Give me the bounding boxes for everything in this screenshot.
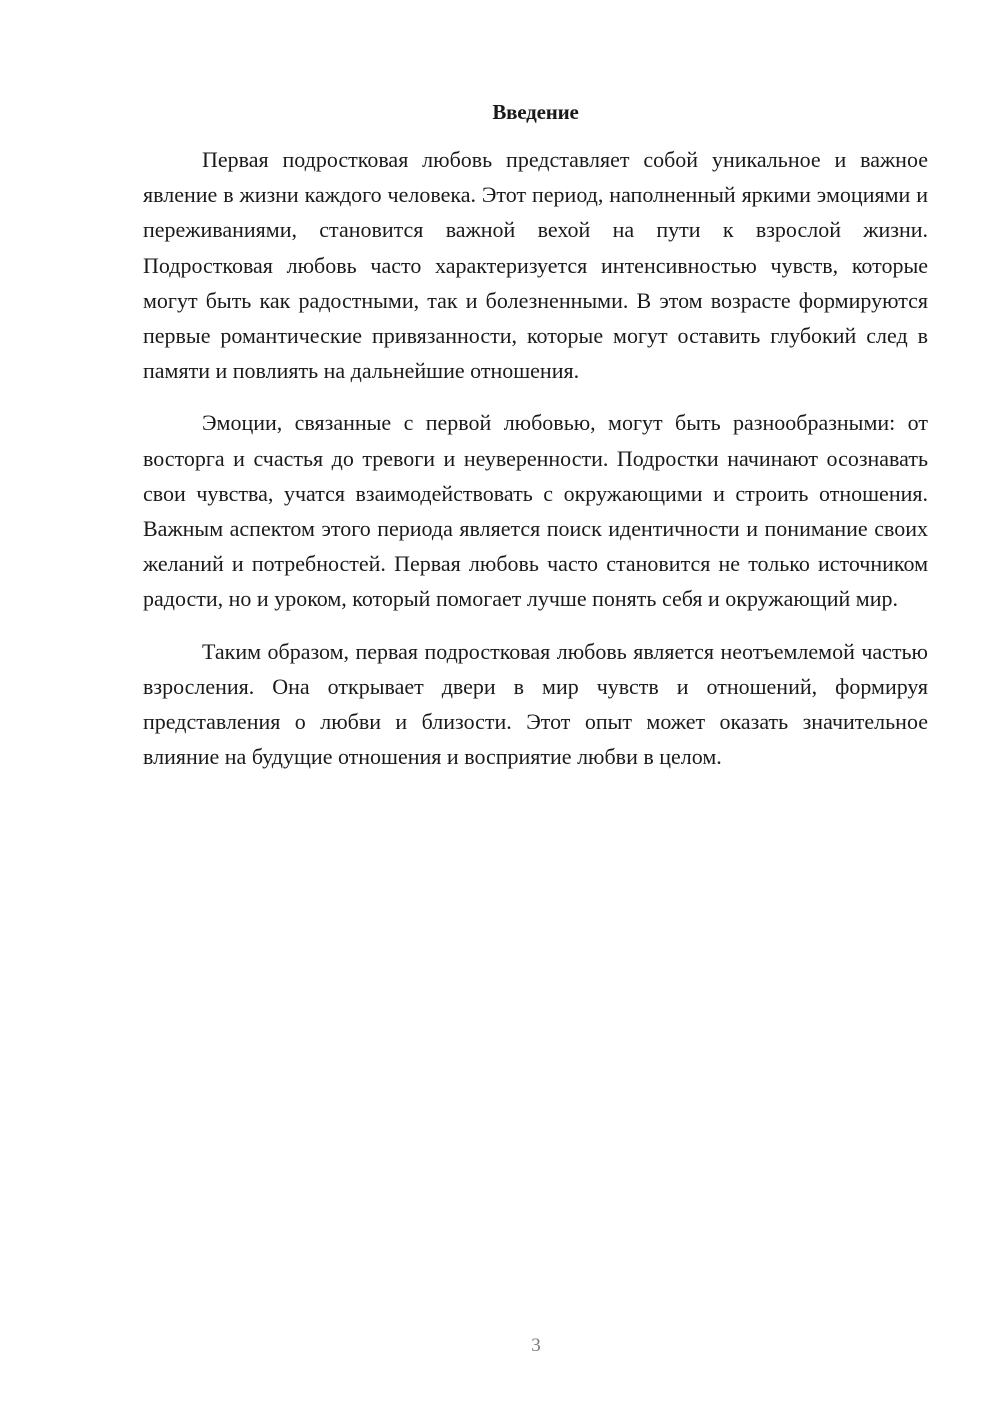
section-heading: Введение xyxy=(492,100,579,124)
paragraph-1: Первая подростковая любовь представляет собой уникальное и важное явление в жизни каждого человека. Этот период, наполненный яркими эмоциями и переживаниями, становится важной вехой на пути к взрослой жизни. Подростковая любовь часто характеризуется интенсивностью чувств, которые могут быть как радостными, так и болезненными. В этом возрасте формируются первые романтические привязанности, которые могут оставить глубокий след в памяти и повлиять на дальнейшие отношения. xyxy=(143,147,928,384)
paragraph-2: Эмоции, связанные с первой любовью, могут быть разнообразными: от восторга и счастья до тревоги и неуверенности. Подростки начинают осознавать свои чувства, учатся взаимодействовать с окружающими и строить отношения. Важным аспектом этого периода является поиск идентичности и понимание своих желаний и потребностей. Первая любовь часто становится не только источником радости, но и уроком, который помогает лучше понять себя и окружающий мир. xyxy=(143,410,928,612)
paragraph-3: Таким образом, первая подростковая любовь является неотъемлемой частью взросления. Она открывает двери в мир чувств и отношений, формируя представления о любви и близости. Этот опыт может оказать значительное влияние на будущие отношения и восприятие любви в целом. xyxy=(143,638,928,770)
body-text xyxy=(143,142,928,791)
page-number: 3 xyxy=(531,1335,541,1356)
